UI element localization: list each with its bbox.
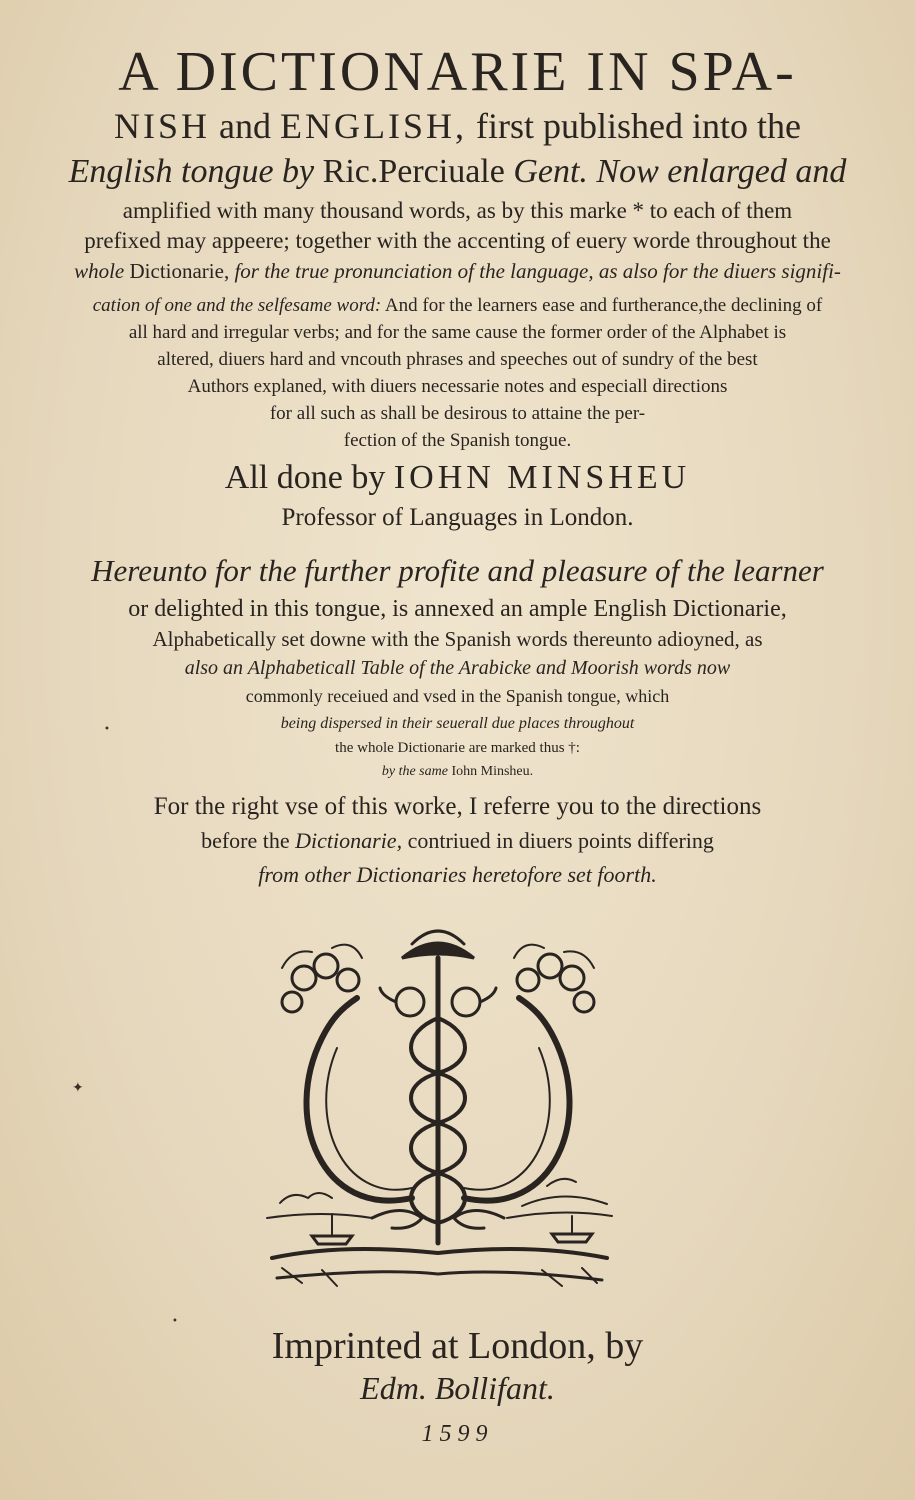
title-english: ENGLISH,: [280, 106, 467, 146]
hereunto-text: Hereunto for the further profite and pleasure of the learner: [91, 553, 824, 588]
directions-line: before the: [201, 828, 290, 853]
description-block-2: [0, 292, 915, 454]
title-line-1: [0, 40, 915, 104]
annex-italic: also an Alphabeticall Table of the Arabicke and Moorish words now: [184, 657, 731, 679]
author-percivale: Ric.Perciuale: [322, 153, 505, 190]
annex-line: the whole Dictionarie are marked thus †:: [335, 740, 580, 756]
done-by: All done by: [224, 459, 386, 496]
description-line: Authors explaned, with diuers necessarie notes and especiall directions: [187, 376, 728, 397]
author-name: IOHN MINSHEU: [393, 459, 691, 496]
directions-block: [0, 790, 915, 892]
year-line: [0, 1416, 915, 1452]
description-line: altered, diuers hard and vncouth phrases and speeches out of sundry of the best: [157, 349, 758, 370]
title-line-3: [0, 152, 915, 192]
ink-speck-icon: ✦: [72, 1080, 84, 1096]
annex-block-2: [0, 654, 915, 710]
ink-speck-icon: •: [172, 1316, 178, 1327]
description-line: fection of the Spanish tongue.: [343, 430, 572, 451]
description-line: prefixed may appeere; together with the accenting of euery worde throughout the: [84, 228, 831, 253]
imprint-line: [0, 1322, 915, 1370]
directions-italic: from other Dictionaries heretofore set foorth.: [258, 862, 657, 887]
title-line2-rest: first published into the: [476, 106, 801, 146]
description-block-1: [0, 196, 915, 286]
annex-italic: by the same: [381, 764, 448, 779]
description-italic: whole: [74, 259, 125, 283]
description-italic: for the true pronunciation of the language, as also for the diuers signifi-: [234, 259, 841, 283]
title-line-2: [0, 104, 915, 148]
professor-text: Professor of Languages in London.: [281, 504, 634, 531]
directions-line: contriued in diuers points differing: [407, 828, 714, 853]
annex-block-3: [0, 712, 915, 784]
printer-line: [0, 1366, 915, 1410]
imprint-text: Imprinted at London, by: [271, 1325, 644, 1367]
description-dictionarie: Dictionarie,: [129, 259, 230, 283]
author-title: [0, 502, 915, 534]
description-line: And for the learners ease and furtherance,the declining of: [384, 295, 823, 316]
annex-author: Iohn Minsheu.: [451, 764, 534, 779]
hereunto-line: [0, 552, 915, 590]
title-text: A DICTIONARIE IN SPA-: [118, 41, 797, 103]
directions-italic: Dictionarie,: [295, 828, 403, 853]
description-line: amplified with many thousand words, as by this marke * to each of them: [122, 198, 793, 223]
annex-line: or delighted in this tongue, is annexed an ample English Dictionarie,: [128, 596, 787, 622]
printers-device-icon: [262, 918, 614, 1294]
description-line: for all such as shall be desirous to attaine the per-: [269, 403, 646, 424]
annex-line: Alphabetically set downe with the Spanish words thereunto adioyned, as: [152, 627, 763, 651]
description-line: all hard and irregular verbs; and for the same cause the former order of the Alphabet is: [128, 322, 787, 343]
title-and: and: [219, 106, 272, 146]
ink-speck-icon: •: [104, 724, 110, 735]
annex-line: commonly receiued and vsed in the Spanish tongue, which: [245, 686, 670, 706]
annex-italic: being dispersed in their seuerall due places throughout: [280, 715, 635, 732]
title-english-tongue: English tongue by: [68, 153, 315, 190]
printer-name: Edm. Bollifant.: [360, 1370, 555, 1406]
title-line3-rest: Gent. Now enlarged and: [513, 153, 847, 190]
directions-line: For the right vse of this worke, I referre you to the directions: [153, 793, 762, 820]
publication-year: 1599: [421, 1421, 494, 1447]
title-spanish: NISH: [114, 106, 211, 146]
author-line: [0, 458, 915, 498]
description-italic: cation of one and the selfesame word:: [92, 295, 382, 316]
annex-block: [0, 594, 915, 654]
